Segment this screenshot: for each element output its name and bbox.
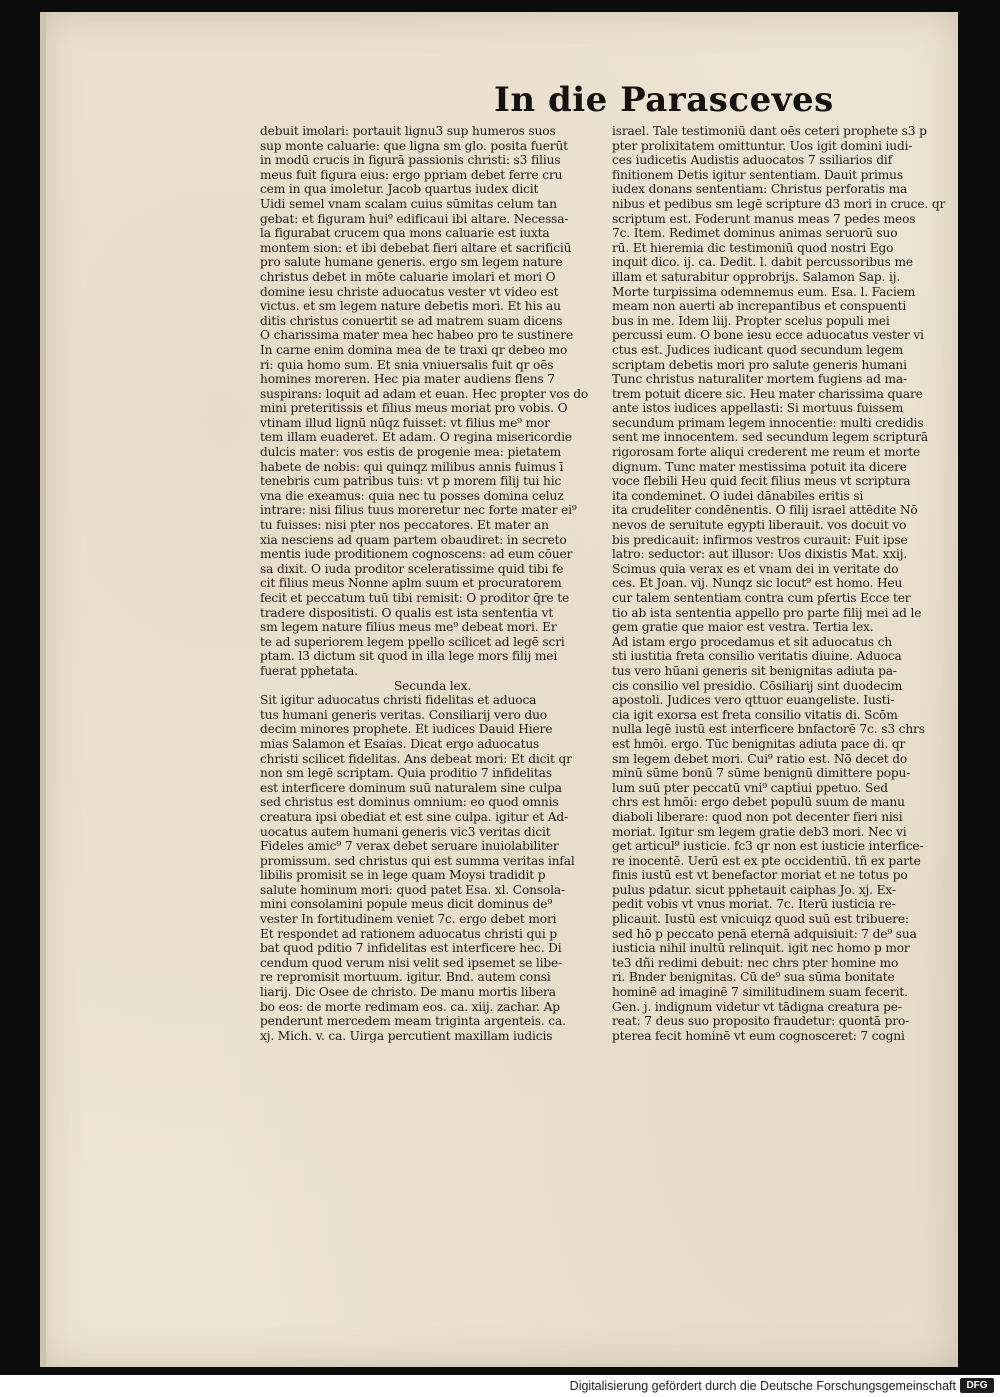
text-line: finitionem Detis igitur sententiam. Dauit primus	[612, 167, 903, 182]
text-line: pterea fecit hominē vt eum cognosceret: 7 cogni	[612, 1028, 905, 1043]
text-line: meam non auerti ab increpantibus et conspuenti	[612, 299, 907, 314]
text-line: Uidi semel vnam scalam cuius sūmitas celum tan	[260, 196, 557, 211]
text-line: O charissima mater mea hec habeo pro te sustinere	[260, 328, 574, 343]
text-line: gebat: et figuram hui⁹ edificaui ibi altare. Necessa-	[260, 211, 569, 226]
text-line: promissum. sed christus qui est summa veritas infal	[260, 853, 575, 868]
text-line: 7c. Item. Redimet dominus animas seruorū suo	[612, 226, 898, 241]
text-line: mini consolamini popule meus dicit dominus de⁹	[260, 897, 553, 912]
text-line: mentis iude proditionem cognoscens: ad eum cōuer	[260, 547, 573, 562]
footer-credit: Digitalisierung gefördert durch die Deutsche Forschungsgemeinschaft	[569, 1379, 956, 1393]
text-line: illam et saturabitur opprobrijs. Salamon Sap. ij.	[612, 269, 901, 284]
text-line: Et respondet ad rationem aduocatus christi qui p	[260, 926, 557, 941]
text-line: israel. Tale testimoniū dant oēs ceteri prophete s3 p	[612, 124, 927, 138]
text-line: tenebris cum patribus tuis: vt p morem filij tui hic	[260, 474, 562, 489]
text-line: ri. Bnder benignitas. Cū de⁹ sua sūma bonitate	[612, 970, 895, 985]
text-line: Secunda lex.	[393, 678, 472, 693]
text-line: pedit vobis vt vnus moriat. 7c. Iterū iusticia re-	[612, 897, 896, 912]
text-line: ita crudeliter condēnentis. O filij israel attēdite Nō	[612, 503, 918, 518]
text-line: suspirans: loquit ad adam et euan. Hec propter vos do	[260, 386, 589, 401]
text-line: Sit igitur aduocatus christi fidelitas et aduoca	[260, 693, 537, 708]
text-line: get articul⁹ iusticie. fc3 qr non est iusticie interfice-	[612, 839, 924, 854]
text-line: fuerat pphetata.	[260, 663, 358, 678]
text-line: minū sūme bonū 7 sūme benignū dimittere popu-	[612, 766, 911, 781]
text-line: rigorosam forte aliqui crederent me reum et morte	[612, 445, 921, 460]
text-line: debuit imolari: portauit lignu3 sup humeros suos	[260, 124, 556, 138]
text-line: christi scilicet fidelitas. Ans debeat mori: Et dicit qr	[260, 751, 572, 766]
text-line: Morte turpissima odemnemus eum. Esa. l. Faciem	[612, 284, 916, 299]
text-line: bat quod pditio 7 infidelitas est interficere hec. Di	[260, 941, 562, 956]
text-line: trem potuit dicere sic. Heu mater charissima quare	[612, 386, 923, 401]
text-line: ante istos iudices appellasti: Si mortuus fuissem	[612, 401, 904, 416]
text-line: lum suū pter peccatū vni⁹ captiui ppetuo. Sed	[612, 780, 888, 795]
text-line: bus in me. Idem liij. Propter scelus populi mei	[612, 313, 890, 328]
text-line: secundum primam legem innocentie: multi credidis	[612, 415, 924, 430]
text-line: uocatus autem humani generis vic3 veritas dicit	[260, 824, 551, 839]
text-line: bo eos: de morte redimam eos. ca. xiij. zachar. Ap	[260, 999, 560, 1014]
text-line: Gen. j. indignum videtur vt tādigna creatura pe-	[612, 999, 902, 1014]
text-line: nibus et pedibus sm legē scripture d3 mori in cruce. qr	[612, 196, 946, 211]
text-line: mini preteritissis et filius meus moriat pro vobis. O	[260, 401, 568, 416]
page-edge	[40, 12, 46, 1367]
text-line: scriptam debetis mori pro salute generis humani	[612, 357, 907, 372]
text-line: dignum. Tunc mater mestissima potuit ita dicere	[612, 459, 907, 474]
footer-bar	[0, 1375, 1000, 1397]
text-line: chrs est hmōi: ergo debet populū suum de manu	[612, 795, 905, 810]
text-line: ditis christus conuertit se ad matrem suam dicens	[260, 313, 563, 328]
text-line: pro salute humane generis. ergo sm legem nature	[260, 255, 563, 270]
text-line: ri: quia homo sum. Et snia vniuersalis fuit qr oēs	[260, 357, 554, 372]
text-line: in modū crucis in figurā passionis christi: s3 filius	[260, 153, 561, 168]
text-line: libilis promisit se in lege quam Moysi tradidit p	[260, 868, 546, 883]
text-line: Fideles amic⁹ 7 verax debet seruare inuiolabiliter	[260, 839, 559, 854]
text-line: Scimus quia verax es et vnam dei in veritate do	[612, 561, 899, 576]
text-line: percussi eum. O bone iesu ecce aduocatus vester vi	[612, 328, 924, 343]
text-line: xia nesciens ad quam partem obaudiret: in secreto	[260, 532, 567, 547]
text-line: tem illam euaderet. Et adam. O regina misericordie	[260, 430, 572, 445]
text-line: liarij. Dic Osee de christo. De manu mortis libera	[260, 985, 556, 1000]
text-line: montem sion: et ibi debebat fieri altare et sacrificiū	[260, 240, 572, 255]
text-line: meus fuit figura eius: ergo ppriam debet ferre cru	[260, 167, 563, 182]
text-line: ptam. l3 dictum sit quod in illa lege mors filij mei	[260, 649, 558, 664]
text-line: cit filius meus Nonne aplm suum et procuratorem	[260, 576, 562, 591]
text-line: sed christus est dominus omnium: eo quod omnis	[260, 795, 559, 810]
text-line: creatura ipsi obediat et est sine culpa. igitur et Ad-	[260, 809, 569, 824]
text-line: tio ab ista sententia appello pro parte filij mei ad le	[612, 605, 922, 620]
text-line: dulcis mater: vos estis de progenie mea: pietatem	[260, 445, 561, 460]
text-column-right	[612, 124, 962, 1043]
text-line: nulla legē iustū est interficere bnfactorē 7c. s3 chrs	[612, 722, 925, 737]
text-line: pter prolixitatem omittuntur. Uos igit domini iudi-	[612, 138, 913, 153]
text-line: vester In fortitudinem veniet 7c. ergo debet mori	[260, 912, 557, 927]
text-line: Ad istam ergo procedamus et sit aduocatus ch	[612, 634, 893, 649]
text-line: sm legem debet mori. Cui⁹ ratio est. Nō decet do	[612, 751, 908, 766]
text-line: homines moreren. Hec pia mater audiens flens 7	[260, 372, 555, 387]
text-line: cem in qua imoletur. Jacob quartus iudex dicit	[260, 182, 539, 197]
text-line: inquit dico. ij. ca. Dedit. l. dabit percussoribus me	[612, 255, 913, 270]
text-line: cendum quod verum nisi velit sed ipsemet se libe-	[260, 955, 563, 970]
text-line: bis predicauit: infirmos vestros curauit: Fuit ipse	[612, 532, 908, 547]
text-line: diaboli liberare: quod non pot decenter fieri nisi	[612, 809, 903, 824]
text-line: latro: seductor: aut illusor: Uos dixistis Mat. xxij.	[612, 547, 908, 562]
dfg-logo: DFG	[960, 1378, 994, 1393]
running-head: In die Parasceves	[494, 80, 834, 120]
text-line: habete de nobis: qui quinqz milibus annis fuimus ī	[260, 459, 564, 474]
text-line: victus. et sm legem nature debetis mori. Et his au	[260, 299, 561, 314]
text-line: te3 dñi redimi debuit: nec chrs pter homine mo	[612, 955, 899, 970]
text-line: finis iustū est vt benefactor moriat et ne totus po	[612, 868, 908, 883]
text-line: fecit et peccatum tuū tibi remisit: O proditor q̄re te	[260, 591, 570, 605]
text-line: In carne enim domina mea de te traxi qr debeo mo	[260, 342, 568, 357]
text-line: intrare: nisi filius tuus moreretur nec forte mater ei⁹	[260, 503, 577, 518]
text-line: non sm legē scriptam. Quia proditio 7 infidelitas	[260, 766, 552, 781]
text-line: nevos de seruitute egypti liberauit. vos docuit vo	[612, 518, 907, 533]
text-line: sed hō p peccato penā eternā adquisiuit: 7 de⁹ sua	[612, 926, 917, 941]
text-line: decim minores prophete. Et iudices Dauid Hiere	[260, 722, 553, 737]
text-line: apostoli. Judices vero qttuor euangeliste. Iusti-	[612, 693, 895, 708]
text-line: iusticia nihil inultū relinquit. igit nec homo p mor	[612, 941, 910, 956]
text-line: gem gratie que maior est vestra. Tertia lex.	[612, 620, 874, 635]
text-line: sm legem nature filius meus me⁹ debeat mori. Er	[260, 620, 557, 635]
text-line: mias Salamon et Esaias. Dicat ergo aduocatus	[260, 736, 540, 751]
text-line: ctus est. Judices iudicant quod secundum legem	[612, 342, 904, 357]
text-column-left	[260, 124, 605, 1043]
text-line: voce flebili Heu quid fecit filius meus vt scriptura	[612, 474, 911, 489]
text-line: salute hominum mori: quod patet Esa. xl. Consola-	[260, 882, 565, 897]
text-line: sa dixit. O iuda proditor sceleratissime quid tibi fe	[260, 561, 564, 576]
text-line: tus vero hūani generis sit benignitas adiuta pa-	[612, 663, 897, 678]
text-line: rū. Et hieremia dic testimoniū quod nostri Ego	[612, 240, 894, 255]
text-line: penderunt mercedem meam triginta argenteis. ca.	[260, 1014, 566, 1029]
text-line: cis consilio vel presidio. Cōsiliarij sint duodecim	[612, 678, 903, 693]
text-line: est hmōi. ergo. Tūc benignitas adiuta pace di. qr	[612, 736, 906, 751]
text-line: moriat. Igitur sm legem gratie deb3 mori. Nec vi	[612, 824, 907, 839]
text-line: sup monte caluarie: que ligna sm glo. posita fuerūt	[260, 138, 568, 153]
text-line: Tunc christus naturaliter mortem fugiens ad ma-	[612, 372, 907, 387]
text-line: reat: 7 deus suo proposito fraudetur: quontā pro-	[612, 1014, 910, 1029]
text-line: vna die exeamus: quia nec tu posses domina celuz	[260, 488, 564, 503]
text-line: xj. Mich. v. ca. Uirga percutient maxillam iudicis	[260, 1028, 553, 1043]
text-line: sti iustitia freta consilio veritatis diuine. Aduoca	[612, 649, 902, 664]
text-line: christus debet in mōte caluarie imolari et mori O	[260, 269, 556, 284]
text-line: sent me innocentem. sed secundum legem scripturā	[612, 430, 928, 445]
text-line: pulus pdatur. sicut pphetauit caiphas Jo. xj. Ex-	[612, 882, 896, 897]
text-line: tradere dispositisti. O qualis est ista sententia vt	[260, 605, 554, 620]
text-line: iudex donans sententiam: Christus perforatis ma	[612, 182, 908, 197]
text-line: hominē ad imaginē 7 similitudinem suam fecerit.	[612, 985, 908, 1000]
text-line: ces. Et Joan. vij. Nunqz sic locut⁹ est homo. Heu	[612, 576, 903, 591]
text-line: cur talem sententiam contra cum pfertis Ecce ter	[612, 591, 911, 605]
text-line: est interficere dominum suū naturalem sine culpa	[260, 780, 562, 795]
text-line: tus humani generis veritas. Consiliarij vero duo	[260, 707, 547, 722]
text-line: tu fuisses: nisi pter nos peccatores. Et mater an	[260, 518, 549, 533]
text-line: re repromisit mortuum. igitur. Bnd. autem consi	[260, 970, 551, 985]
text-line: scriptum est. Foderunt manus meas 7 pedes meos	[612, 211, 916, 226]
text-line: te ad superiorem legem ppello scilicet ad legē scri	[260, 634, 565, 649]
text-line: ces iudicetis Audistis aduocatos 7 ssiliarios dif	[612, 153, 892, 168]
text-line: re inocentē. Uerū est ex pte occidentiū. tñ ex parte	[612, 853, 921, 868]
text-line: cia igit exorsa est freta consilio vitatis di. Scōm	[612, 707, 898, 722]
text-line: la figurabat crucem qua mons caluarie est iuxta	[260, 226, 550, 241]
text-line: plicauit. Iustū est vnicuiqz quod suū est tribuere:	[612, 912, 909, 927]
text-line: ita condeminet. O iudei dānabiles eritis si	[612, 488, 864, 503]
text-line: vtinam illud lignū nūqz fuisset: vt filius me⁹ mor	[260, 415, 550, 430]
text-line: domine iesu christe aduocatus vester vt video est	[260, 284, 559, 299]
